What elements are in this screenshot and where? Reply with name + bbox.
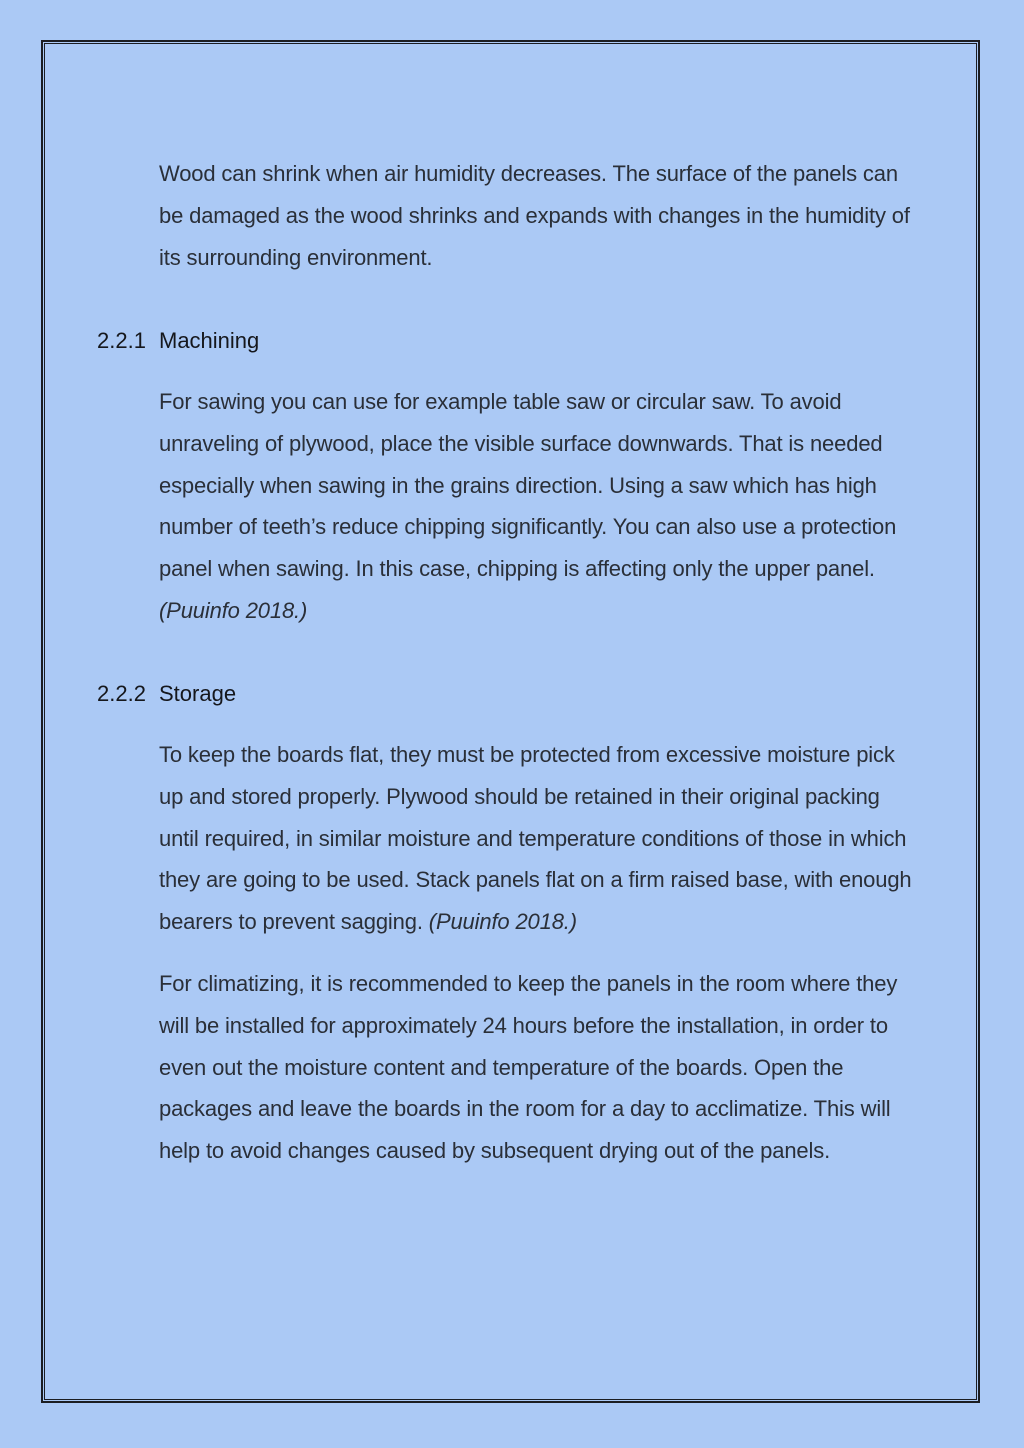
citation: (Puuinfo 2018.) [428,909,577,935]
climatizing-paragraph: For climatizing, it is recommended to keep the panels in the room where they will be installed for approximately 24 hours before the installation, in order to even out the moisture content and temperature of the boards. Open the packages and leave the boards in the room for a day to acclimatize. This will help to avoid changes caused by subsequent drying out of the panels. [159,971,898,1164]
section-heading-machining [97,327,259,355]
section-title: Storage [159,681,237,706]
section-heading-storage [97,680,236,708]
machining-body: For sawing you can use for example table saw or circular saw. To avoid unraveling of plywood, place the visible surface downwards. That is needed especially when sawing in the grains direction. Using a saw which has high number of teeth’s reduce chipping significantly. You can also use a protection panel when sawing. In this case, chipping is affecting only the upper panel. [159,389,897,582]
machining-paragraph [159,381,919,632]
section-title: Machining [159,328,260,353]
storage-paragraph [159,734,919,943]
citation: (Puuinfo 2018.) [159,597,308,623]
storage-body: To keep the boards flat, they must be protected from excessive moisture pick up and stored properly. Plywood should be retained in their original packing until required, in similar moisture and temperature conditions of those in which they are going to be used. Stack panels flat on a firm raised base, with enough bearers to prevent sagging. [159,742,912,935]
intro-paragraph: Wood can shrink when air humidity decreases. The surface of the panels can be damaged as the wood shrinks and expands with changes in the humidity of its surrounding environment. [159,161,910,270]
section-number: 2.2.1 [97,328,146,353]
section-number: 2.2.2 [97,681,146,706]
